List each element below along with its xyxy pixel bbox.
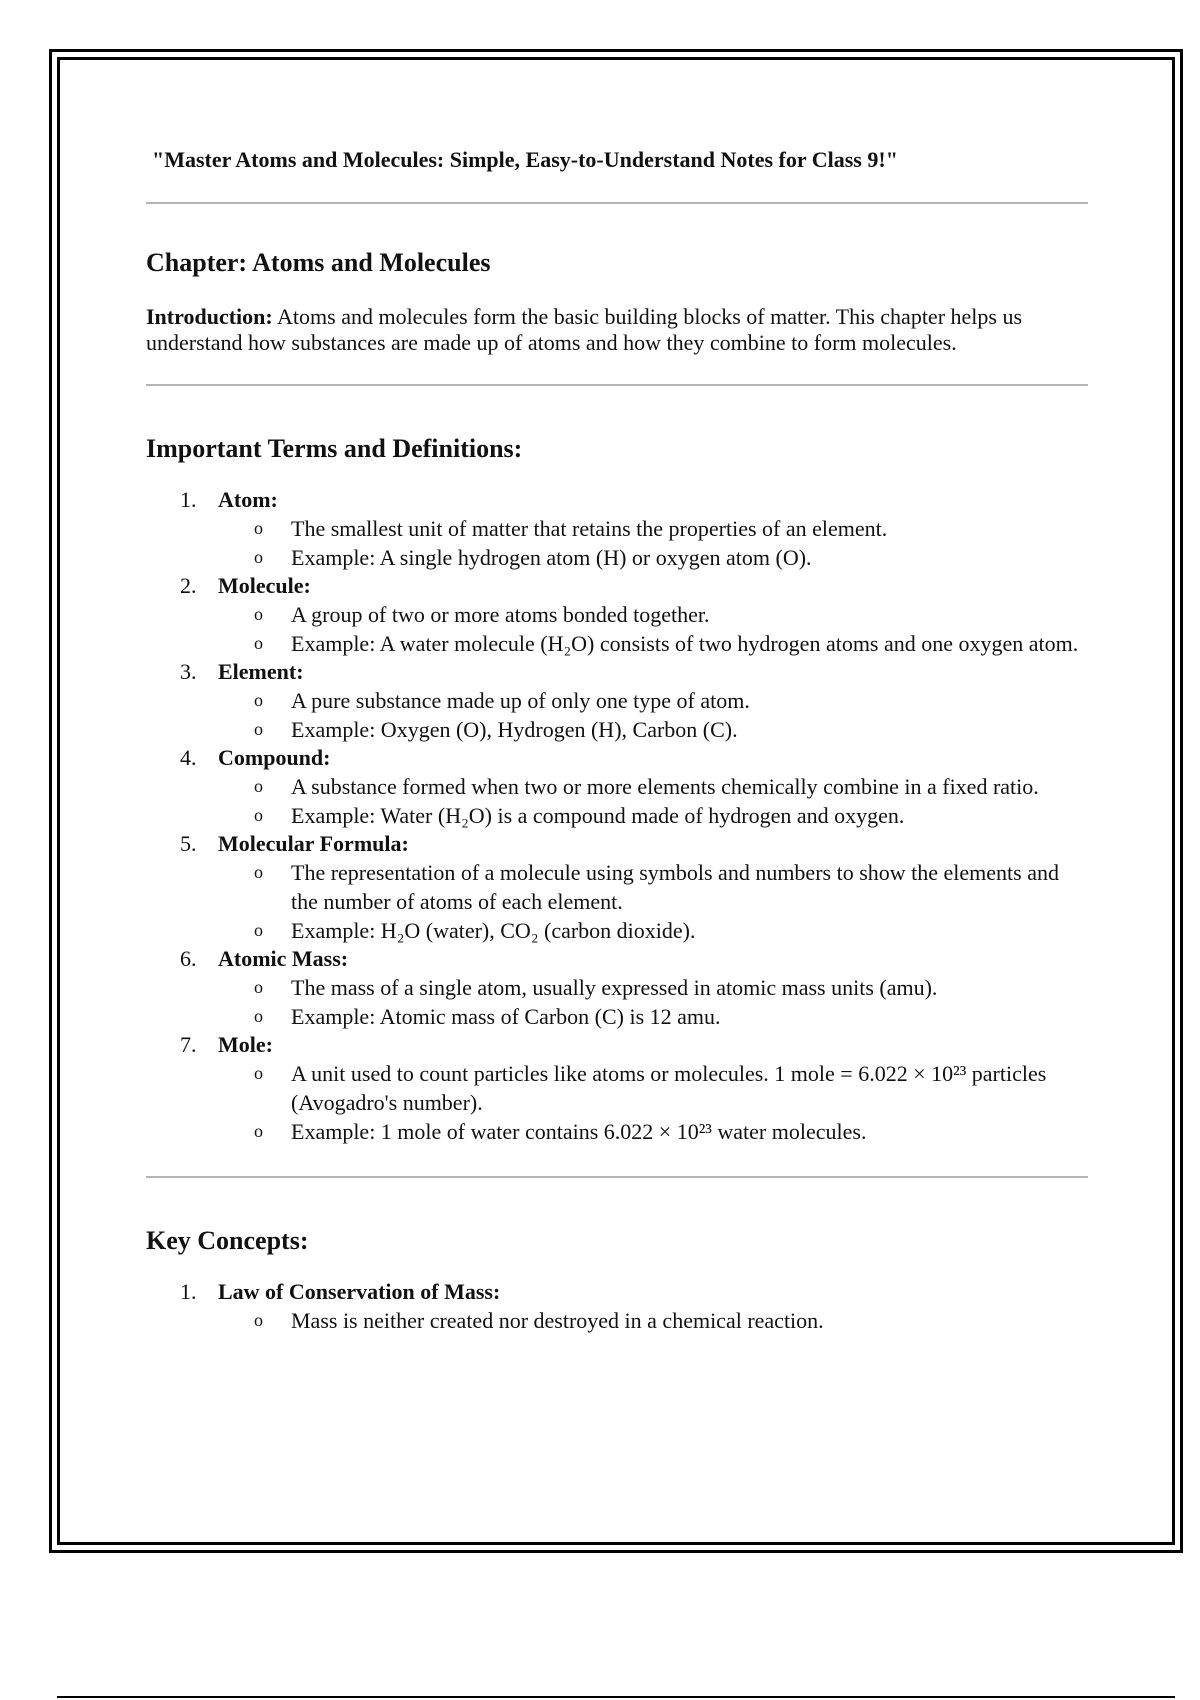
term-name: Mole:: [218, 1032, 273, 1057]
bullet-icon: o: [254, 977, 263, 997]
introduction-text: Atoms and molecules form the basic building blocks of matter. This chapter helps us understand how substances are made up of atoms and how they combine to form molecules.: [146, 304, 1023, 355]
term-point-text: A unit used to count particles like atoms or molecules. 1 mole = 6.022 × 10²³ particles (Avogadro's number).: [291, 1061, 1047, 1115]
term-points: [218, 514, 1088, 572]
term-point: [218, 1117, 1088, 1146]
term-number: 5.: [180, 831, 197, 856]
term-number: 6.: [180, 946, 197, 971]
term-name: Compound:: [218, 745, 331, 770]
term-number: 3.: [180, 659, 197, 684]
bullet-icon: o: [254, 518, 263, 538]
term-name: Element:: [218, 659, 304, 684]
bullet-icon: o: [254, 604, 263, 624]
term-name: Molecular Formula:: [218, 831, 409, 856]
term-name: Law of Conservation of Mass:: [218, 1279, 501, 1304]
term-point: [218, 973, 1088, 1002]
term-point-text: Example: 1 mole of water contains 6.022 × 10²³ water molecules.: [291, 1119, 867, 1144]
bullet-icon: o: [254, 1063, 263, 1083]
term-point: [218, 772, 1088, 801]
term-point-text: Mass is neither created nor destroyed in a chemical reaction.: [291, 1308, 824, 1333]
term-point: [218, 715, 1088, 744]
term-name: Atomic Mass:: [218, 946, 349, 971]
term-points: [218, 1306, 1088, 1335]
term-number: 4.: [180, 745, 197, 770]
term-item: [146, 486, 1088, 572]
term-point-text: A substance formed when two or more elements chemically combine in a fixed ratio.: [291, 774, 1039, 799]
term-point: [218, 514, 1088, 543]
term-point-text: A pure substance made up of only one type of atom.: [291, 688, 750, 713]
term-name: Molecule:: [218, 573, 311, 598]
introduction-label: Introduction:: [146, 304, 273, 329]
term-item: [146, 744, 1088, 830]
bullet-icon: o: [254, 633, 263, 653]
term-item: [146, 830, 1088, 945]
term-points: [218, 1059, 1088, 1146]
term-point-text: Example: Oxygen (O), Hydrogen (H), Carbon (C).: [291, 717, 738, 742]
term-item: [146, 1031, 1088, 1146]
term-point: [218, 916, 1088, 945]
footer-rule: [57, 1696, 1175, 1698]
terms-heading: Important Terms and Definitions:: [146, 434, 523, 463]
terms-list: [146, 486, 1088, 1146]
term-point-text: A group of two or more atoms bonded together.: [291, 602, 710, 627]
term-number: 2.: [180, 573, 197, 598]
bullet-icon: o: [254, 862, 263, 882]
term-point: [218, 686, 1088, 715]
term-number: 1.: [180, 487, 197, 512]
key-concepts-list: [146, 1278, 1088, 1335]
term-point-text: Example: Atomic mass of Carbon (C) is 12 amu.: [291, 1004, 721, 1029]
bullet-icon: o: [254, 1121, 263, 1141]
key-concepts-heading: Key Concepts:: [146, 1226, 309, 1255]
document-title: "Master Atoms and Molecules: Simple, Easy-to-Understand Notes for Class 9!": [152, 147, 898, 172]
bullet-icon: o: [254, 920, 263, 940]
bullet-icon: o: [254, 547, 263, 567]
term-number: 7.: [180, 1032, 197, 1057]
term-item: [146, 945, 1088, 1031]
bullet-icon: o: [254, 805, 263, 825]
term-item: [146, 1278, 1088, 1335]
term-point-text: Example: A water molecule (H₂O) consists of two hydrogen atoms and one oxygen atom.: [291, 631, 1079, 656]
term-points: [218, 858, 1088, 945]
term-name: Atom:: [218, 487, 278, 512]
term-item: [146, 658, 1088, 744]
term-point: [218, 1306, 1088, 1335]
chapter-heading: Chapter: Atoms and Molecules: [146, 248, 491, 277]
document-content: [146, 140, 1088, 1335]
bullet-icon: o: [254, 1310, 263, 1330]
term-point: [218, 801, 1088, 830]
bullet-icon: o: [254, 719, 263, 739]
term-point: [218, 1059, 1088, 1117]
term-point: [218, 629, 1088, 658]
term-point-text: Example: Water (H₂O) is a compound made of hydrogen and oxygen.: [291, 803, 905, 828]
term-point: [218, 1002, 1088, 1031]
introduction-paragraph: [146, 304, 1088, 356]
term-points: [218, 686, 1088, 744]
bullet-icon: o: [254, 1006, 263, 1026]
bullet-icon: o: [254, 776, 263, 796]
term-point-text: The representation of a molecule using symbols and numbers to show the elements and the number of atoms of each element.: [291, 860, 1059, 914]
term-number: 1.: [180, 1279, 197, 1304]
term-point: [218, 858, 1088, 916]
term-point-text: The mass of a single atom, usually expressed in atomic mass units (amu).: [291, 975, 938, 1000]
term-point: [218, 543, 1088, 572]
term-point: [218, 600, 1088, 629]
term-item: [146, 572, 1088, 658]
term-points: [218, 600, 1088, 658]
bullet-icon: o: [254, 690, 263, 710]
term-point-text: Example: H₂O (water), CO₂ (carbon dioxide).: [291, 918, 696, 943]
term-point-text: The smallest unit of matter that retains the properties of an element.: [291, 516, 888, 541]
term-point-text: Example: A single hydrogen atom (H) or oxygen atom (O).: [291, 545, 812, 570]
term-points: [218, 772, 1088, 830]
term-points: [218, 973, 1088, 1031]
